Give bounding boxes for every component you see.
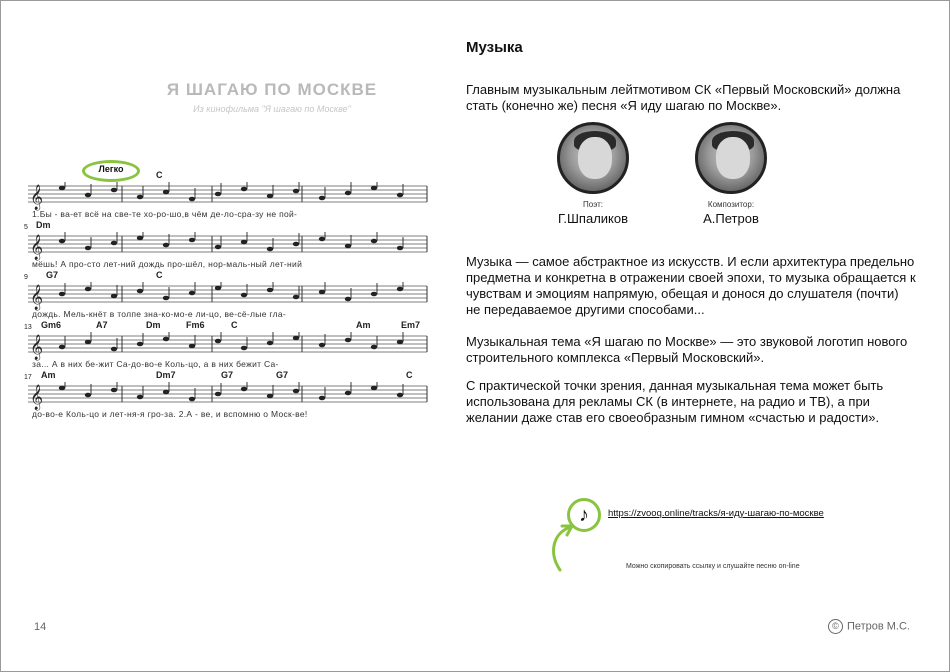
chord-symbol: A7 bbox=[96, 320, 108, 330]
note-head bbox=[137, 195, 143, 200]
note-head bbox=[215, 392, 221, 397]
note-head bbox=[163, 190, 169, 195]
lyric-line: за... А в них бе-жит Са-до-во-е Коль-цо, а в них бежит Са- bbox=[32, 359, 279, 369]
note-head bbox=[85, 393, 91, 398]
note-head bbox=[319, 396, 325, 401]
poet-role: Поэт: bbox=[583, 200, 603, 209]
copyright-icon: © bbox=[828, 619, 843, 634]
practical-paragraph: С практической точки зрения, данная музыкальная тема может быть использована для рекламы СК (в интернете, на радио и ТВ), а при желании даже став его своеобразным гимном «счастью и радости». bbox=[466, 378, 884, 425]
chord-symbol: Em7 bbox=[401, 320, 421, 330]
composer-card bbox=[676, 122, 786, 226]
staff-line-group bbox=[22, 282, 432, 312]
tempo-label: Легко bbox=[98, 164, 124, 174]
note-head bbox=[189, 238, 195, 243]
note-head bbox=[267, 288, 273, 293]
note-head bbox=[397, 246, 403, 251]
composer-name: А.Петров bbox=[703, 211, 759, 226]
note-head bbox=[371, 186, 377, 191]
link-hint: Можно скопировать ссылку и слушайте песню on-line bbox=[626, 563, 800, 570]
note-head bbox=[293, 242, 299, 247]
note-head bbox=[397, 193, 403, 198]
lyric-line: до-во-е Коль-цо и лет-ня-я гро-за. 2.А - ве, и вспомню о Моск-ве! bbox=[32, 409, 308, 419]
note-head bbox=[137, 395, 143, 400]
treble-clef-icon: 𝄞 bbox=[30, 184, 44, 209]
poet-card bbox=[538, 122, 648, 226]
chord-symbol: Am bbox=[41, 370, 56, 380]
score-title: Я ШАГАЮ ПО МОСКВЕ bbox=[166, 80, 378, 99]
chord-symbol: Dm bbox=[36, 220, 51, 230]
tempo-marking bbox=[82, 160, 142, 184]
section-heading: Музыка bbox=[466, 39, 523, 56]
measure-number: 17 bbox=[24, 374, 32, 381]
note-head bbox=[111, 294, 117, 299]
staff-line-group bbox=[22, 332, 432, 362]
measure-number: 9 bbox=[24, 274, 28, 281]
sheet-music bbox=[22, 72, 442, 432]
music-note-icon: ♪ bbox=[567, 498, 601, 532]
note-head bbox=[111, 188, 117, 193]
note-head bbox=[85, 193, 91, 198]
chord-symbol: Am bbox=[356, 320, 371, 330]
note-head bbox=[319, 290, 325, 295]
treble-clef-icon: 𝄞 bbox=[30, 384, 44, 409]
note-head bbox=[189, 344, 195, 349]
note-head bbox=[371, 239, 377, 244]
poet-photo bbox=[557, 122, 629, 194]
treble-clef-icon: 𝄞 bbox=[30, 234, 44, 259]
note-head bbox=[163, 390, 169, 395]
treble-clef-icon: 𝄞 bbox=[30, 284, 44, 309]
note-head bbox=[163, 337, 169, 342]
chord-symbol: G7 bbox=[221, 370, 234, 380]
note-head bbox=[59, 386, 65, 391]
note-head bbox=[241, 240, 247, 245]
note-head bbox=[293, 295, 299, 300]
song-link[interactable]: https://zvooq.online/tracks/я-иду-шагаю-по-москве bbox=[608, 508, 824, 519]
copyright bbox=[828, 619, 910, 634]
note-head bbox=[215, 286, 221, 291]
note-head bbox=[59, 186, 65, 191]
note-head bbox=[137, 236, 143, 241]
chord-symbol: C bbox=[156, 270, 163, 280]
note-head bbox=[111, 388, 117, 393]
music-paragraph: Музыка — самое абстрактное из искусств. И если архитектура предельно предметна и конкретна в отражении своей эпохи, то музыка обращается к чувствам и эмоциям напрямую, обещая и донося до слушателя (почти) не передаваемое другими способами... bbox=[466, 254, 916, 317]
curved-arrow-icon bbox=[540, 520, 610, 575]
score-subtitle: Из кинофильма "Я шагаю по Москве" bbox=[193, 104, 351, 114]
chord-symbol: Fm6 bbox=[186, 320, 205, 330]
note-head bbox=[345, 244, 351, 249]
note-head bbox=[85, 340, 91, 345]
note-head bbox=[85, 246, 91, 251]
theme-paragraph: Музыкальная тема «Я шагаю по Москве» — это звуковой логотип нового строительного комплекса «Первый Московский». bbox=[466, 334, 908, 365]
chord-symbol: Dm bbox=[146, 320, 161, 330]
intro-paragraph: Главным музыкальным лейтмотивом СК «Первый Московский» должна стать (конечно же) песня «Я иду шагаю по Москве». bbox=[466, 82, 901, 113]
lyric-line: мёшь! А про-сто лет-ний дождь про-шёл, нор-маль-ный лет-ний bbox=[32, 259, 303, 269]
staff-line-group bbox=[22, 232, 432, 262]
note-head bbox=[397, 287, 403, 292]
chord-symbol: C bbox=[156, 170, 163, 180]
note-head bbox=[345, 191, 351, 196]
note-head bbox=[267, 194, 273, 199]
note-head bbox=[319, 196, 325, 201]
note-head bbox=[215, 245, 221, 250]
note-head bbox=[371, 345, 377, 350]
note-head bbox=[397, 393, 403, 398]
composer-role: Композитор: bbox=[707, 200, 755, 209]
note-head bbox=[163, 296, 169, 301]
composer-photo bbox=[695, 122, 767, 194]
treble-clef-icon: 𝄞 bbox=[30, 334, 44, 359]
chord-symbol: G7 bbox=[276, 370, 289, 380]
note-head bbox=[241, 346, 247, 351]
note-head bbox=[267, 341, 273, 346]
chord-symbol: Dm7 bbox=[156, 370, 176, 380]
note-head bbox=[85, 287, 91, 292]
note-head bbox=[137, 289, 143, 294]
note-head bbox=[267, 247, 273, 252]
note-head bbox=[371, 386, 377, 391]
note-head bbox=[59, 239, 65, 244]
note-head bbox=[59, 345, 65, 350]
measure-number: 13 bbox=[24, 324, 32, 331]
measure-number: 5 bbox=[24, 224, 28, 231]
note-head bbox=[371, 292, 377, 297]
note-head bbox=[345, 297, 351, 302]
note-head bbox=[241, 387, 247, 392]
note-head bbox=[189, 397, 195, 402]
note-head bbox=[241, 187, 247, 192]
note-head bbox=[293, 336, 299, 341]
note-head bbox=[215, 339, 221, 344]
note-head bbox=[293, 189, 299, 194]
note-head bbox=[215, 192, 221, 197]
chord-symbol: C bbox=[231, 320, 238, 330]
page-number: 14 bbox=[34, 621, 47, 633]
staff-line-group bbox=[22, 382, 432, 412]
lyric-line: дождь. Мель-кнёт в толпе зна-ко-мо-е ли-цо, ве-сё-лые гла- bbox=[32, 309, 287, 319]
note-head bbox=[137, 342, 143, 347]
note-head bbox=[111, 241, 117, 246]
note-head bbox=[241, 293, 247, 298]
staff-line-group bbox=[22, 182, 432, 212]
note-head bbox=[189, 291, 195, 296]
note-head bbox=[111, 347, 117, 352]
author-name: Петров М.С. bbox=[846, 620, 910, 633]
chord-symbol: C bbox=[406, 370, 413, 380]
note-head bbox=[319, 343, 325, 348]
lyric-line: 1.Бы - ва-ет всё на све-те хо-ро-шо,в чём де-ло-сра-зу не пой- bbox=[32, 209, 298, 219]
chord-symbol: Gm6 bbox=[41, 320, 62, 330]
chord-symbol: G7 bbox=[46, 270, 59, 280]
poet-name: Г.Шпаликов bbox=[557, 211, 629, 226]
note-head bbox=[345, 391, 351, 396]
note-head bbox=[397, 340, 403, 345]
note-head bbox=[345, 338, 351, 343]
note-head bbox=[319, 237, 325, 242]
note-head bbox=[59, 292, 65, 297]
note-head bbox=[189, 197, 195, 202]
note-head bbox=[267, 394, 273, 399]
note-head bbox=[163, 243, 169, 248]
note-head bbox=[293, 389, 299, 394]
